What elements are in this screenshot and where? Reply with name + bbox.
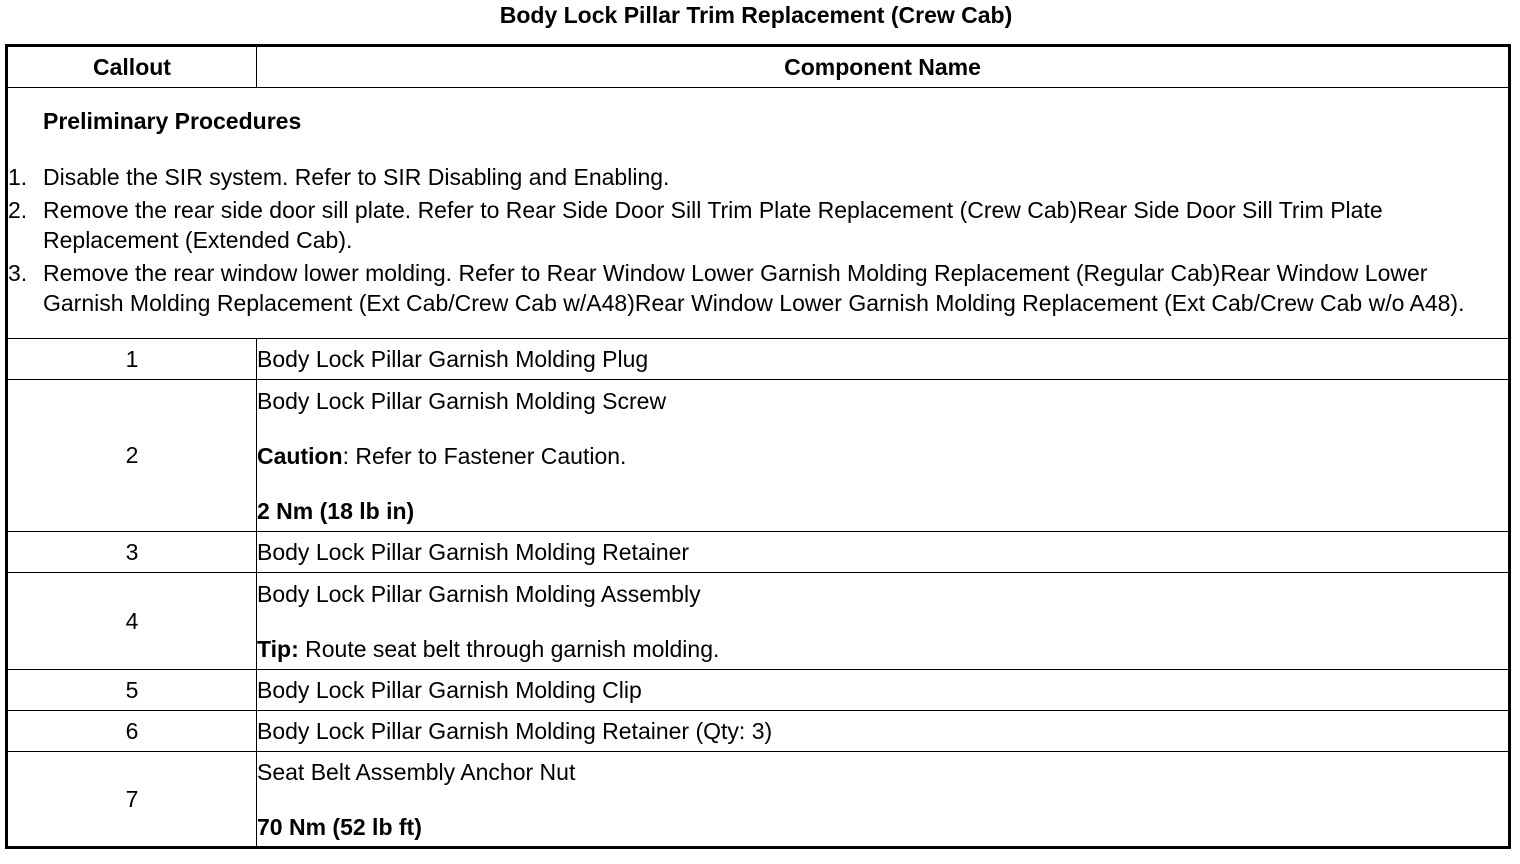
caution-note [257,441,1508,471]
callout-cell: 5 [7,670,257,711]
torque-spec: 2 Nm (18 lb in) [257,497,415,524]
component-name: Body Lock Pillar Garnish Molding Plug [257,346,649,372]
tip-note [257,634,1508,664]
callout-cell: 2 [7,380,257,532]
preliminary-procedures-title: Preliminary Procedures [43,107,302,134]
component-name-cell [257,670,1510,711]
callout-cell: 4 [7,573,257,670]
component-name: Body Lock Pillar Garnish Molding Clip [257,677,642,703]
component-name: Body Lock Pillar Garnish Molding Assembly [257,580,701,607]
component-name-cell [257,711,1510,752]
callout-cell: 7 [7,752,257,848]
step-text: Remove the rear side door sill plate. Refer to Rear Side Door Sill Trim Plate Replacement (Crew Cab)Rear Side Door Sill Trim Plate Replacement (Extended Cab). [43,196,1383,253]
table-row [7,339,1510,380]
component-name: Body Lock Pillar Garnish Molding Screw [257,387,667,414]
caution-label: Caution [257,442,343,469]
caution-text: : Refer to Fastener Caution. [342,442,627,469]
component-name-cell [257,339,1510,380]
callout-cell: 1 [7,339,257,380]
tip-text: Route seat belt through garnish molding. [298,635,720,662]
preliminary-step [8,162,1508,192]
component-name: Body Lock Pillar Garnish Molding Retainer (Qty: 3) [257,718,773,744]
component-name-cell [257,573,1510,670]
preliminary-step [8,258,1508,318]
table-row [7,670,1510,711]
component-name: Body Lock Pillar Garnish Molding Retainer [257,539,690,565]
preliminary-procedures-row [7,88,1510,339]
callout-cell: 3 [7,532,257,573]
component-name-cell [257,532,1510,573]
table-row [7,573,1510,670]
preliminary-step [8,195,1508,255]
torque-spec: 70 Nm (52 lb ft) [257,813,422,840]
procedure-table [5,44,1511,849]
component-name-cell [257,380,1510,532]
callout-cell: 6 [7,711,257,752]
table-header-row [7,46,1510,88]
page-title: Body Lock Pillar Trim Replacement (Crew Cab) [499,2,1013,28]
step-number: 2. [8,196,28,223]
component-name-column-header: Component Name [257,46,1510,88]
table-row [7,380,1510,532]
step-number: 3. [8,259,28,286]
component-name: Seat Belt Assembly Anchor Nut [257,758,576,785]
table-row [7,532,1510,573]
step-text: Disable the SIR system. Refer to SIR Disabling and Enabling. [43,163,670,190]
preliminary-procedures-cell [7,88,1510,339]
callout-column-header: Callout [7,46,257,88]
component-name-cell [257,752,1510,848]
table-row [7,711,1510,752]
table-row [7,752,1510,848]
step-number: 1. [8,163,28,190]
tip-label: Tip: [257,635,299,662]
step-text: Remove the rear window lower molding. Refer to Rear Window Lower Garnish Molding Replacement (Regular Cab)Rear Window Lower Garnish Molding Replacement (Ext Cab/Crew Cab w/A48)Rear Window Lower Garnish Molding Replacement (Ext Cab/Crew Cab w/o A48). [43,259,1465,316]
